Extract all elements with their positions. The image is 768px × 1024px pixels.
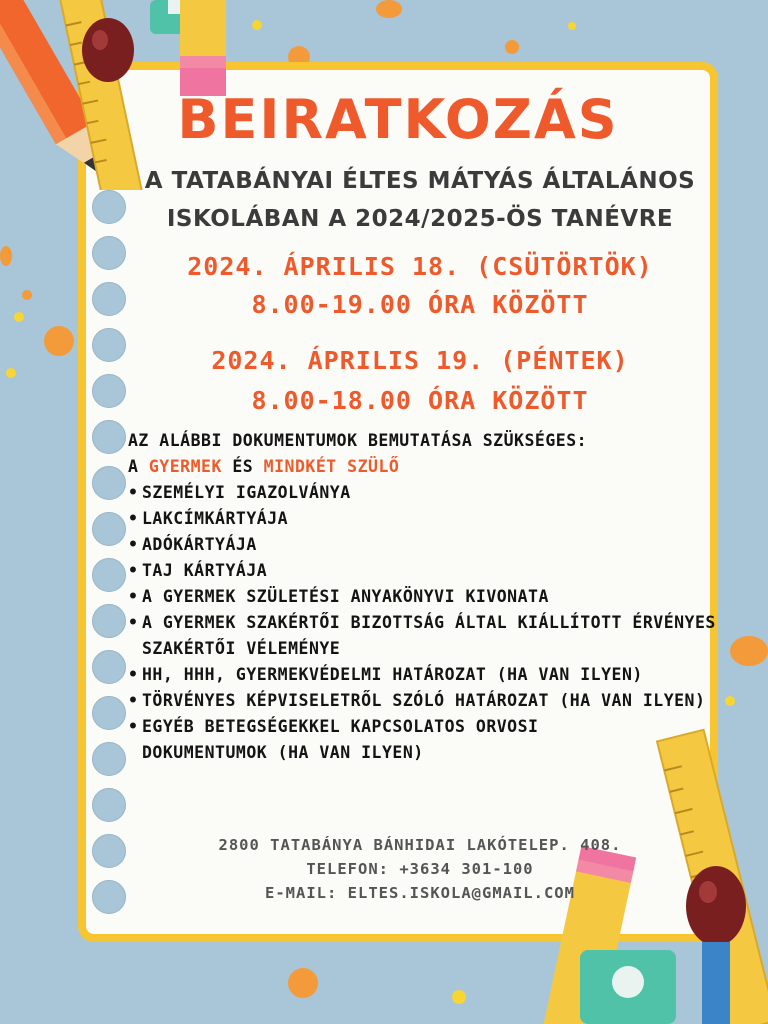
list-item: • ADÓKÁRTYÁJA xyxy=(128,532,728,558)
school-name-line-2: ISKOLÁBAN A 2024/2025-ÖS TANÉVRE xyxy=(166,206,674,232)
confetti-dot xyxy=(14,312,24,322)
confetti-dot xyxy=(288,968,318,998)
paintbrush-icon xyxy=(82,18,134,82)
confetti-dot xyxy=(6,368,16,378)
confetti-dot xyxy=(505,40,519,54)
confetti-dot xyxy=(376,0,402,18)
pencil-icon xyxy=(180,0,226,96)
notebook-hole xyxy=(92,696,126,730)
confetti-dot xyxy=(452,990,466,1004)
school-phone: TELEFON: +3634 301-100 xyxy=(306,860,534,878)
confetti-dot xyxy=(44,326,74,356)
page-title: BEIRATKOZÁS xyxy=(177,88,619,151)
notebook-hole xyxy=(92,466,126,500)
who-child: GYERMEK xyxy=(148,457,222,476)
list-item: • LAKCÍMKÁRTYÁJA xyxy=(128,506,728,532)
documents-who xyxy=(128,454,728,480)
list-item: • TAJ KÁRTYÁJA xyxy=(128,558,728,584)
required-documents xyxy=(128,428,728,766)
confetti-dot xyxy=(568,22,576,30)
enrollment-time-1: 8.00-19.00 ÓRA KÖZÖTT xyxy=(251,290,589,319)
list-item: • EGYÉB BETEGSÉGEKKEL KAPCSOLATOS ORVOSI DOKUMENTUMOK (HA VAN ILYEN) xyxy=(128,714,728,766)
notebook-hole xyxy=(92,512,126,546)
list-item: • TÖRVÉNYES KÉPVISELETRŐL SZÓLÓ HATÁROZAT (HA VAN ILYEN) xyxy=(128,688,728,714)
who-parents: MINDKÉT SZÜLŐ xyxy=(263,457,400,476)
list-item: • HH, HHH, GYERMEKVÉDELMI HATÁROZAT (HA VAN ILYEN) xyxy=(128,662,728,688)
school-name-line-1: A TATABÁNYAI ÉLTES MÁTYÁS ÁLTALÁNOS xyxy=(144,168,696,194)
list-item: • A GYERMEK SZAKÉRTŐI BIZOTTSÁG ÁLTAL KIÁLLÍTOTT ÉRVÉNYES SZAKÉRTŐI VÉLEMÉNYE xyxy=(128,610,728,662)
who-and: ÉS xyxy=(232,457,254,476)
enrollment-time-2: 8.00-18.00 ÓRA KÖZÖTT xyxy=(251,386,589,415)
notebook-hole xyxy=(92,742,126,776)
school-address: 2800 TATABÁNYA BÁNHIDAI LAKÓTELEP. 408. xyxy=(218,836,622,854)
who-prefix: A xyxy=(128,457,139,476)
enrollment-date-1: 2024. ÁPRILIS 18. (CSÜTÖRTÖK) xyxy=(187,252,653,281)
confetti-dot xyxy=(0,246,12,266)
notebook-hole xyxy=(92,420,126,454)
list-item: • SZEMÉLYI IGAZOLVÁNYA xyxy=(128,480,728,506)
notebook-hole xyxy=(92,558,126,592)
confetti-dot xyxy=(22,290,32,300)
sharpener-icon xyxy=(580,950,676,1024)
school-email: E-MAIL: ELTES.ISKOLA@GMAIL.COM xyxy=(265,884,575,902)
notebook-hole xyxy=(92,604,126,638)
documents-list xyxy=(128,480,728,766)
notebook-hole xyxy=(92,788,126,822)
confetti-dot xyxy=(730,636,768,666)
documents-intro: AZ ALÁBBI DOKUMENTUMOK BEMUTATÁSA SZÜKSÉGES: xyxy=(128,431,588,450)
list-item: • A GYERMEK SZÜLETÉSI ANYAKÖNYVI KIVONATA xyxy=(128,584,728,610)
notebook-hole xyxy=(92,650,126,684)
enrollment-date-2: 2024. ÁPRILIS 19. (PÉNTEK) xyxy=(211,346,629,375)
